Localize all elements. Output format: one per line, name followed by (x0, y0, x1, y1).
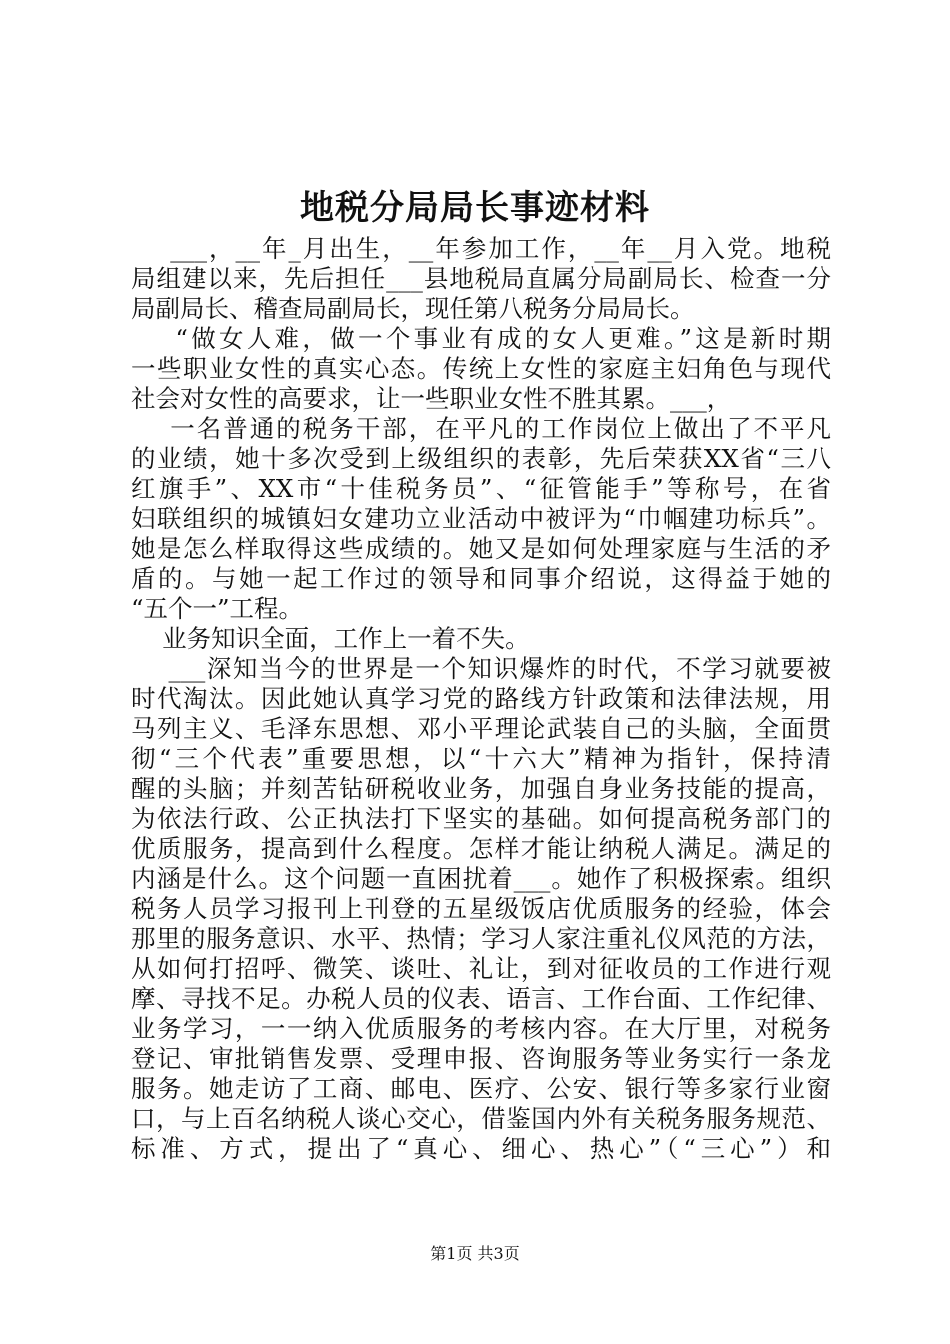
body-line: 她是怎么样取得这些成绩的。她又是如何处理家庭与生活的矛 (131, 534, 831, 563)
body-line: ___，__年_月出生，__年参加工作，__年__月入党。地税 (131, 234, 831, 263)
body-line: 的业绩，她十多次受到上级组织的表彰，先后荣获XX省“三八 (131, 444, 831, 473)
body-line: “做女人难，做一个事业有成的女人更难。”这是新时期 (131, 324, 831, 353)
document-body (131, 234, 831, 1164)
document-title: 地税分局局长事迹材料 (300, 188, 650, 228)
body-line: 优质服务，提高到什么程度。怎样才能让纳税人满足。满足的 (131, 834, 831, 863)
body-line: 一名普通的税务干部，在平凡的工作岗位上做出了不平凡 (131, 414, 831, 443)
body-line: 盾的。与她一起工作过的领导和同事介绍说，这得益于她的 (131, 564, 831, 593)
body-line: 社会对女性的高要求，让一些职业女性不胜其累。___， (131, 384, 732, 413)
body-line: 为依法行政、公正执法打下坚实的基础。如何提高税务部门的 (131, 804, 831, 833)
body-line: 马列主义、毛泽东思想、邓小平理论武装自己的头脑，全面贯 (131, 714, 831, 743)
body-line: 税务人员学习报刊上刊登的五星级饭店优质服务的经验，体会 (131, 894, 831, 923)
body-line: “五个一”工程。 (131, 594, 304, 623)
body-line: 局组建以来，先后担任___县地税局直属分局副局长、检查一分 (131, 264, 831, 293)
body-line: 彻“三个代表”重要思想，以“十六大”精神为指针，保持清 (131, 744, 831, 773)
body-line: ___深知当今的世界是一个知识爆炸的时代，不学习就要被 (131, 654, 831, 683)
body-line: 口，与上百名纳税人谈心交心，借鉴国内外有关税务服务规范、 (131, 1104, 831, 1133)
body-line: 业务知识全面，工作上一着不失。 (131, 624, 530, 653)
body-line: 服务。她走访了工商、邮电、医疗、公安、银行等多家行业窗 (131, 1074, 831, 1103)
body-line: 摩、寻找不足。办税人员的仪表、语言、工作台面、工作纪律、 (131, 984, 831, 1013)
body-line: 那里的服务意识、水平、热情；学习人家注重礼仪风范的方法， (131, 924, 831, 953)
body-line: 妇联组织的城镇妇女建功立业活动中被评为“巾帼建功标兵”。 (131, 504, 831, 533)
page-number-footer: 第1页 共3页 (430, 1244, 520, 1263)
body-line: 内涵是什么。这个问题一直困扰着___。她作了积极探索。组织 (131, 864, 831, 893)
body-line: 局副局长、稽查局副局长，现任第八税务分局局长。 (131, 294, 695, 323)
body-line: 业务学习，一一纳入优质服务的考核内容。在大厅里，对税务 (131, 1014, 831, 1043)
body-line: 从如何打招呼、微笑、谈吐、礼让，到对征收员的工作进行观 (131, 954, 831, 983)
body-line: 一些职业女性的真实心态。传统上女性的家庭主妇角色与现代 (131, 354, 831, 383)
body-line: 标准、方式，提出了“真心、细心、热心”（“三心”）和 (131, 1134, 831, 1163)
body-line: 红旗手”、XX市“十佳税务员”、“征管能手”等称号，在省 (131, 474, 831, 503)
body-line: 登记、审批销售发票、受理申报、咨询服务等业务实行一条龙 (131, 1044, 831, 1073)
body-line: 醒的头脑；并刻苦钻研税收业务，加强自身业务技能的提高， (131, 774, 831, 803)
body-line: 时代淘汰。因此她认真学习党的路线方针政策和法律法规，用 (131, 684, 831, 713)
